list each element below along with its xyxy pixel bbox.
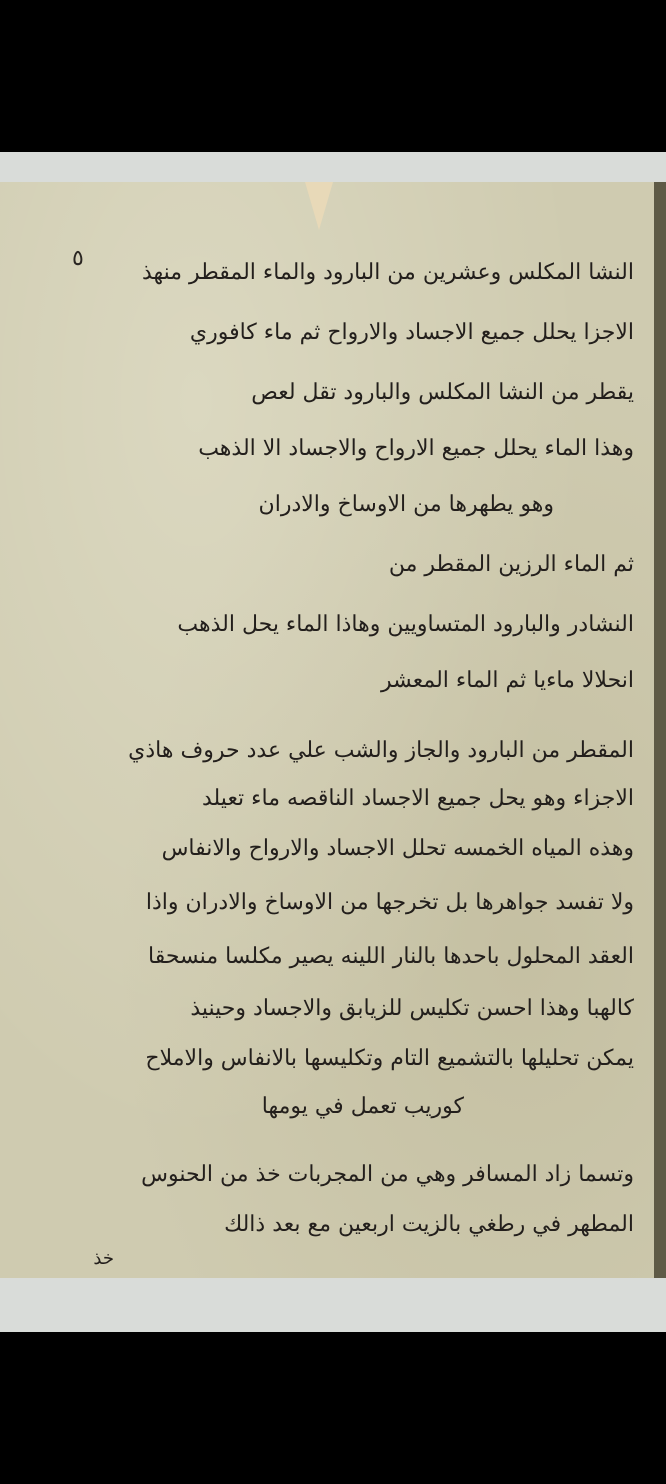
text-line: المطهر في رطغي بالزيت اربعين مع بعد ذالك [224,1212,634,1237]
manuscript-page [0,182,660,1278]
text-line: خذ [93,1248,114,1269]
text-line: النشادر والبارود المتساويين وهاذا الماء يحل الذهب [177,612,634,637]
text-line: وتسما زاد المسافر وهي من المجربات خذ من الحنوس [141,1162,634,1187]
text-line: ثم الماء الرزين المقطر من [388,552,634,577]
text-line: النشا المكلس وعشرين من البارود والماء المقطر منهذ [141,260,634,285]
page-edge [654,182,666,1278]
text-line: الاجزا يحلل جميع الاجساد والارواح ثم ماء كافوري [189,320,634,345]
bookmark-strip [305,182,333,230]
page-number: ٥ [72,246,84,271]
text-line: المقطر من البارود والجاز والشب علي عدد حروف هاذي [128,738,634,763]
text-line: العقد المحلول باحدها بالنار اللينه يصير مكلسا منسحقا [148,944,634,969]
text-line: وهو يطهرها من الاوساخ والادران [258,492,554,517]
document-viewer [0,152,666,1332]
text-line: كوريب تعمل في يومها [261,1094,464,1119]
text-line: وهذا الماء يحلل جميع الارواح والاجساد الا الذهب [198,436,634,461]
text-line: ولا تفسد جواهرها بل تخرجها من الاوساخ والادران واذا [145,890,634,915]
text-line: يمكن تحليلها بالتشميع التام وتكليسها بالانفاس والاملاح [145,1046,634,1071]
text-line: وهذه المياه الخمسه تحلل الاجساد والارواح والانفاس [161,836,634,861]
text-line: انحلالا ماءيا ثم الماء المعشر [381,668,634,693]
text-line: يقطر من النشا المكلس والبارود تقل لعص [251,380,634,405]
text-line: الاجزاء وهو يحل جميع الاجساد الناقصه ماء تعيلد [201,786,634,811]
text-line: كالهبا وهذا احسن تكليس للزيابق والاجساد وحينيذ [190,996,634,1021]
